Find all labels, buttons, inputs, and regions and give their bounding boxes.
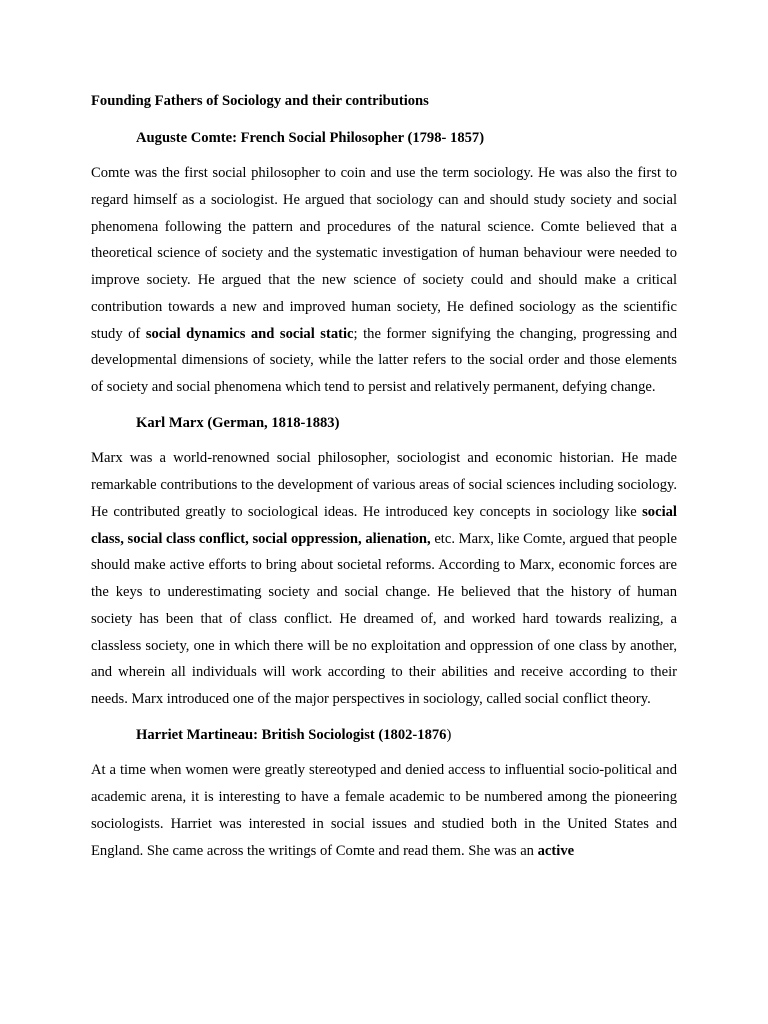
section-body-comte bbox=[91, 160, 677, 401]
section-heading-comte: Auguste Comte: French Social Philosopher (1798- 1857) bbox=[136, 129, 485, 146]
body-bold-text: active bbox=[537, 842, 575, 859]
body-text: Marx was a world-renowned social philosopher, sociologist and economic historian. He made remarkable contributions to the development of various areas of social sciences including sociology. He contributed greatly to sociological ideas. He introduced key concepts in sociology like bbox=[91, 450, 677, 520]
section-body-marx bbox=[91, 445, 677, 713]
body-text: ; the former signifying the changing, progressing and developmental dimensions of society, while the latter refers to the social order and those elements of society and social phenomena which tend to persist and relatively permanent, defying change. bbox=[91, 325, 678, 395]
section-body-martineau bbox=[91, 757, 677, 864]
body-text: Comte was the first social philosopher to coin and use the term sociology. He was also the first to regard himself as a sociologist. He argued that sociology can and should study society and social phenomena following the pattern and procedures of the natural science. Comte believed that a theoretical science of society and the systematic investigation of human behaviour were needed to improve society. He argued that the new science of society could and should make a critical contribution towards a new and improved human society, He defined sociology as the scientific study of bbox=[91, 165, 677, 342]
section-heading-marx: Karl Marx (German, 1818-1883) bbox=[136, 414, 340, 431]
body-bold-text: social class, social class conflict, social oppression, alienation, bbox=[91, 503, 677, 547]
body-text: At a time when women were greatly stereotyped and denied access to influential socio-political and academic arena, it is interesting to have a female academic to be numbered among the pioneering sociologists. Harriet was interested in social issues and studied both in the United States and England. She came across the writings of Comte and read them. She was an bbox=[91, 762, 677, 859]
body-bold-text: social dynamics and social static bbox=[145, 325, 354, 342]
document-title: Founding Fathers of Sociology and their contributions bbox=[91, 93, 429, 109]
section-heading-martineau bbox=[91, 722, 677, 749]
document-page bbox=[91, 88, 677, 864]
body-text: etc. Marx, like Comte, argued that people should make active efforts to bring about societal reforms. According to Marx, economic forces are the keys to underestimating society and social change. He believed that the history of human society has been that of class conflict. He dreamed of, and worked hard towards realizing, a classless society, one in which there will be no exploitation and oppression of one class by another, and wherein all individuals will work according to their abilities and receive according to their needs. Marx introduced one of the major perspectives in sociology, called social conflict theory. bbox=[91, 530, 677, 707]
heading-tail-text: ) bbox=[446, 726, 452, 743]
heading-bold-text: Harriet Martineau: British Sociologist (1802-1876 bbox=[136, 726, 447, 743]
